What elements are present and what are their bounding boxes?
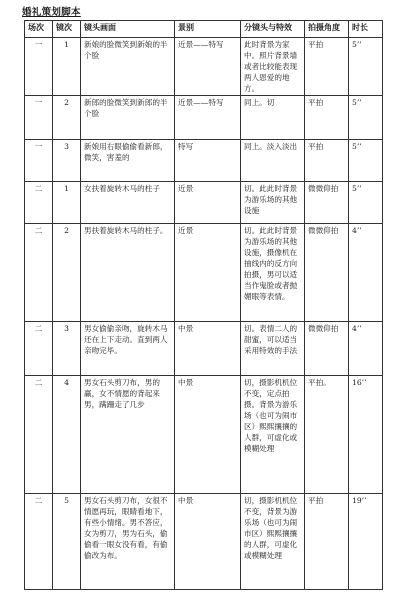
angle-cell: 平拍 — [305, 140, 349, 182]
picture-cell: 女扶着旋转木马的柱子 — [81, 182, 175, 224]
shot-size-cell: 中景 — [175, 376, 241, 494]
duration-cell: 5’’ — [349, 96, 383, 140]
shot-cell: 5 — [53, 494, 81, 590]
effect-cell: 切，摄影机机位不变，背景为游乐场（也可为闹市区）熙熙攘攘的人群，可虚化或模糊处理 — [241, 494, 305, 590]
duration-cell: 19’’ — [349, 494, 383, 590]
header-effect: 分镜头与特效 — [241, 21, 305, 38]
angle-cell: 微微仰拍 — [305, 182, 349, 224]
angle-cell: 微微仰拍 — [305, 224, 349, 322]
shot-cell: 3 — [53, 140, 81, 182]
effect-cell: 切。此此时背景为游乐场的其他设施，摄像机在抽线内的反方向拍摄，男可以适当作鬼脸或者抛媚眼等表情。 — [241, 224, 305, 322]
shot-cell: 1 — [53, 38, 81, 96]
shot-size-cell: 特写 — [175, 140, 241, 182]
duration-cell: 5’’ — [349, 182, 383, 224]
effect-cell: 同上。淡入淡出 — [241, 140, 305, 182]
header-shot-size: 景别 — [175, 21, 241, 38]
picture-cell: 男女石头剪刀布，女很不情愿再玩，眼睛看地下，有些小情绪。男不答应，女为剪刀，男为石头，偷偷看一眼女没有看，有偷偷改为布。 — [81, 494, 175, 590]
angle-cell: 平拍 — [305, 38, 349, 96]
header-duration: 时长 — [349, 21, 383, 38]
picture-cell: 新娘的脸微笑到新娘的半个脸 — [81, 38, 175, 96]
angle-cell: 微微仰拍 — [305, 322, 349, 376]
scene-cell: 二 — [25, 224, 53, 322]
table-row — [25, 182, 383, 224]
header-shot: 镜次 — [53, 21, 81, 38]
picture-cell: 新娘用右眼偷偷看新郎，微笑，害羞的 — [81, 140, 175, 182]
angle-cell: 平拍。 — [305, 376, 349, 494]
shot-size-cell: 近景 — [175, 224, 241, 322]
duration-cell: 4’’ — [349, 224, 383, 322]
shot-size-cell: 近景——特写 — [175, 96, 241, 140]
picture-cell: 新郎的脸微笑到新郎的半个脸 — [81, 96, 175, 140]
scene-cell: 二 — [25, 322, 53, 376]
effect-cell: 此时背景为家中。照片背景墙或者比较能表现两人恩爱的地方。 — [241, 38, 305, 96]
header-row — [25, 21, 383, 38]
shot-size-cell: 中景 — [175, 494, 241, 590]
duration-cell: 16’’ — [349, 376, 383, 494]
shot-cell: 4 — [53, 376, 81, 494]
scene-cell: 一 — [25, 38, 53, 96]
shot-cell: 3 — [53, 322, 81, 376]
header-picture: 镜头画面 — [81, 21, 175, 38]
scene-cell: 一 — [25, 96, 53, 140]
scene-cell: 二 — [25, 182, 53, 224]
shot-cell: 2 — [53, 224, 81, 322]
picture-cell: 男扶着旋转木马的柱子。 — [81, 224, 175, 322]
shot-cell: 2 — [53, 96, 81, 140]
effect-cell: 切。表情二人的甜蜜，可以适当采用特效的手法 — [241, 322, 305, 376]
scene-cell: 二 — [25, 494, 53, 590]
duration-cell: 5’’ — [349, 140, 383, 182]
effect-cell: 切，摄影机机位不变，定点拍摄。背景为游乐场（也可为闹市区）熙熙攘攘的人群，可虚化或模糊处理 — [241, 376, 305, 494]
table-row — [25, 224, 383, 322]
header-scene: 场次 — [25, 21, 53, 38]
duration-cell: 5’’ — [349, 38, 383, 96]
document-title: 婚礼策划脚本 — [22, 7, 81, 18]
shot-cell: 1 — [53, 182, 81, 224]
table-row — [25, 494, 383, 590]
effect-cell: 同上。切 — [241, 96, 305, 140]
effect-cell: 切。此此时背景为游乐场的其他设施 — [241, 182, 305, 224]
shot-size-cell: 近景——特写 — [175, 38, 241, 96]
table-row — [25, 38, 383, 96]
picture-cell: 男女石头剪刀布，男的赢，女不情愿的背起来男，蹒跚走了几步 — [81, 376, 175, 494]
angle-cell: 平拍 — [305, 494, 349, 590]
duration-cell: 4’’ — [349, 322, 383, 376]
table-row — [25, 322, 383, 376]
table-row — [25, 140, 383, 182]
scene-cell: 一 — [25, 140, 53, 182]
table-row — [25, 376, 383, 494]
shot-size-cell: 中景 — [175, 322, 241, 376]
picture-cell: 男女偷偷亲吻，旋转木马还在上下走动。直到两人亲吻完毕。 — [81, 322, 175, 376]
storyboard-table — [24, 20, 383, 590]
angle-cell: 平拍 — [305, 96, 349, 140]
shot-size-cell: 近景 — [175, 182, 241, 224]
table-row — [25, 96, 383, 140]
header-angle: 拍摄角度 — [305, 21, 349, 38]
scene-cell: 二 — [25, 376, 53, 494]
